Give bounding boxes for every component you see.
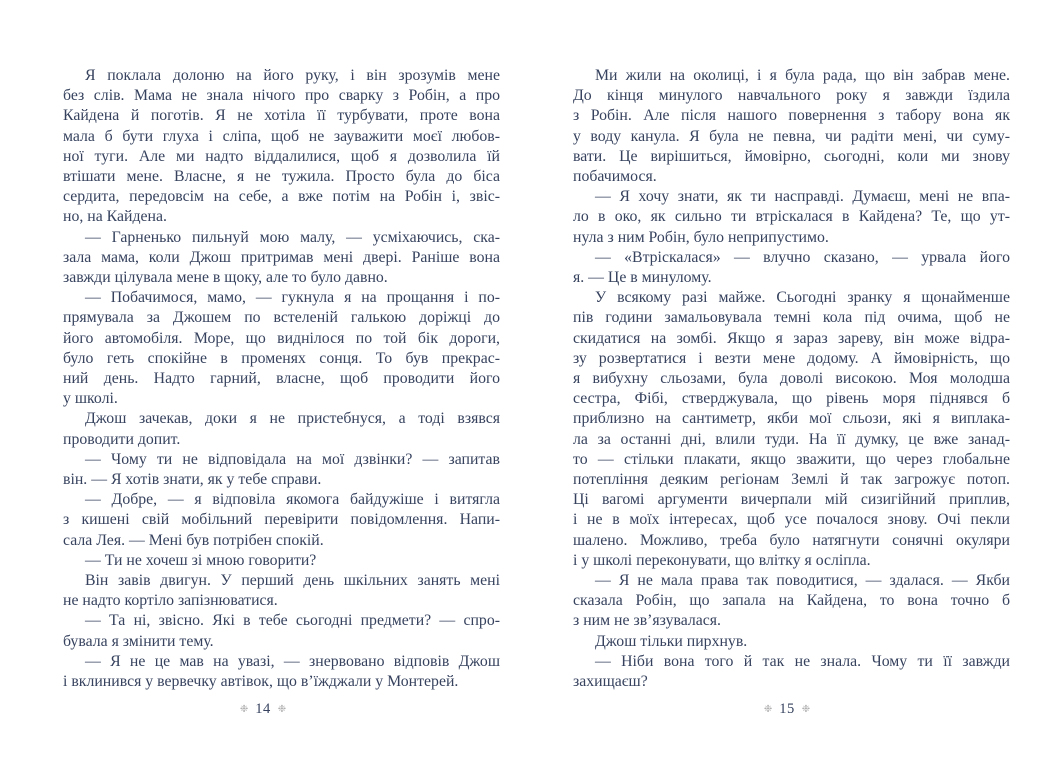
text-line: сказала Робін, що запала на Кайдена, то вона точно б	[573, 592, 1010, 610]
text-line: сала Лея. — Мені був потрібен спокій.	[63, 531, 324, 549]
text-line: сестра, Фібі, стверджувала, що рівень моря піднявся б	[573, 390, 1010, 408]
text-line: не надто кортіло запізнюватися.	[63, 592, 278, 610]
text-line: — Ти не хочеш зі мною говорити?	[85, 551, 317, 569]
text-line: захищаєш?	[573, 673, 648, 691]
paragraph	[573, 571, 1010, 632]
text-line: — Добре, — я відповіла якомога байдужіше і витягла	[85, 491, 500, 509]
text-line: було геть спокійне в променях сонця. То був прекрас-	[63, 349, 500, 367]
text-line: його автомобіля. Море, що виднілося по той бік дороги,	[63, 329, 500, 347]
text-line: з ним не зв’язувалася.	[573, 612, 722, 630]
text-line: вати. Це вирішиться, ймовірно, сьогодні, коли ми знову	[573, 147, 1010, 165]
text-line: втішати мене. Власне, я не тужила. Просто була до біса	[63, 168, 500, 186]
paragraph	[573, 288, 1010, 571]
paragraph	[573, 66, 1010, 187]
paragraph	[573, 187, 1010, 248]
text-line: Джош зачекав, доки я не пристебнуся, а тоді взявся	[85, 410, 500, 428]
text-line: з Робін. Але після нашого повернення з табору вона як	[573, 107, 1010, 125]
text-line: приблизно на сантиметр, якби мої сльози, які я виплака-	[573, 410, 1010, 428]
text-line: то — стільки плакати, якщо зважити, що через глобальне	[573, 450, 1010, 468]
text-line: — «Втріскалася» — влучно сказано, — урвала його	[595, 248, 1010, 266]
page-number-left: 14	[255, 701, 271, 717]
paragraph	[63, 450, 500, 490]
page-left-text	[63, 66, 500, 692]
text-line: но, на Кайдена.	[63, 208, 167, 226]
text-line: скидатися на зомбі. Якщо я зараз зареву, він може відра-	[573, 329, 1010, 347]
text-line: бувала я змінити тему.	[63, 632, 214, 650]
text-line: — Та ні, звісно. Які в тебе сьогодні предмети? — спро-	[85, 612, 500, 630]
text-line: Кайдена й поготів. Я не хотіла її турбувати, проте вона	[63, 107, 500, 125]
fleuron-icon: ❉	[763, 703, 773, 715]
text-line: я вибухну сльозами, була доволі високою. Моя молодша	[573, 370, 1010, 388]
text-line: — Я не мала права так поводитися, — здалася. — Якби	[595, 572, 1010, 590]
paragraph	[63, 409, 500, 449]
text-line: — Ніби вона того й так не знала. Чому ти її завжди	[595, 652, 1010, 670]
text-line: Ці вагомі аргументи вичерпали мій сизигійний приплив,	[573, 491, 1010, 509]
paragraph	[63, 551, 500, 571]
paragraph	[63, 652, 500, 692]
text-line: зала мама, коли Джош притримав мені двері. Раніше вона	[63, 248, 500, 266]
paragraph	[63, 611, 500, 651]
text-line: потепління деяким регіонам Землі й так загрожує потоп.	[573, 471, 1010, 489]
text-line: ла за останні дні, влили туди. На її думку, це вже занад-	[573, 430, 1010, 448]
text-line: з кишені свій мобільний перевірити повідомлення. Напи-	[63, 511, 500, 529]
page-left-folio	[198, 701, 328, 718]
text-line: — Гарненько пильнуй мою малу, — усміхаючись, ска-	[85, 228, 500, 246]
text-line: — Я хочу знати, як ти насправді. Думаєш, мені не впа-	[595, 188, 1010, 206]
paragraph	[573, 652, 1010, 692]
text-line: нула з ним Робін, було неприпустимо.	[573, 228, 829, 246]
text-line: побачимося.	[573, 168, 657, 186]
fleuron-icon: ❉	[801, 703, 811, 715]
text-line: мала б бути глуха і сліпа, щоб не зауважити моєї любов-	[63, 127, 500, 145]
text-line: пів години замальовувала темні кола під очима, щоб не	[573, 309, 1010, 327]
paragraph	[63, 490, 500, 551]
text-line: у школі.	[63, 390, 118, 408]
text-line: і не в моїх інтересах, щоб усе почалося знову. Очі пекли	[573, 511, 1010, 529]
text-line: — Побачимося, мамо, — гукнула я на прощання і по-	[85, 289, 500, 307]
paragraph	[63, 228, 500, 289]
text-line: Ми жили на околиці, і я була рада, що він забрав мене.	[595, 67, 1010, 84]
text-line: ної туги. Але ми надто віддалилися, щоб я дозволила їй	[63, 147, 500, 165]
text-line: Він завів двигун. У перший день шкільних занять мені	[85, 572, 500, 590]
text-line: У всякому разі майже. Сьогодні зранку я щонайменше	[595, 289, 1010, 307]
page-number-right: 15	[779, 701, 795, 717]
text-line: — Чому ти не відповідала на мої дзвінки? — запитав	[85, 450, 500, 468]
text-line: без слів. Мама не знала нічого про сварку з Робін, а про	[63, 87, 500, 105]
text-line: сердита, передовсім на себе, а вже потім на Робін і, звіс-	[63, 188, 500, 206]
text-line: ний день. Надто гарний, власне, щоб проводити його	[63, 370, 500, 388]
page-right-text	[573, 66, 1010, 692]
text-line: завжди цілувала мене в щоку, але то було давно.	[63, 269, 388, 287]
paragraph	[63, 66, 500, 228]
text-line: я. — Це в минулому.	[573, 269, 712, 287]
text-line: Я поклала долоню на його руку, і він зрозумів мене	[85, 67, 500, 84]
text-line: і вклинився у вервечку автівок, що в’їжджали у Монтерей.	[63, 673, 459, 691]
text-line: він. — Я хотів знати, як у тебе справи.	[63, 471, 322, 489]
text-line: Джош тільки пирхнув.	[595, 632, 748, 650]
paragraph	[63, 288, 500, 409]
text-line: зу розвертатися і везти мене додому. А ймовірність, що	[573, 349, 1010, 367]
text-line: і у школі переконувати, що влітку я осліпла.	[573, 551, 871, 569]
text-line: у воду канула. Я була не певна, чи радіти мені, чи суму-	[573, 127, 1010, 145]
paragraph	[573, 632, 1010, 652]
fleuron-icon: ❉	[239, 703, 249, 715]
page-right-folio	[722, 701, 852, 718]
text-line: шалено. Можливо, треба було натягнути сонячні окуляри	[573, 531, 1010, 549]
fleuron-icon: ❉	[277, 703, 287, 715]
text-line: ло в око, як сильно ти втріскалася в Кайдена? Те, що ут-	[573, 208, 1010, 226]
text-line: прямувала за Джошем по встеленій галькою доріжці до	[63, 309, 500, 327]
text-line: До кінця минулого навчального року я завжди їздила	[573, 87, 1010, 105]
paragraph	[63, 571, 500, 611]
text-line: проводити допит.	[63, 430, 181, 448]
paragraph	[573, 248, 1010, 288]
text-line: — Я не це мав на увазі, — знервовано відповів Джош	[85, 652, 500, 670]
